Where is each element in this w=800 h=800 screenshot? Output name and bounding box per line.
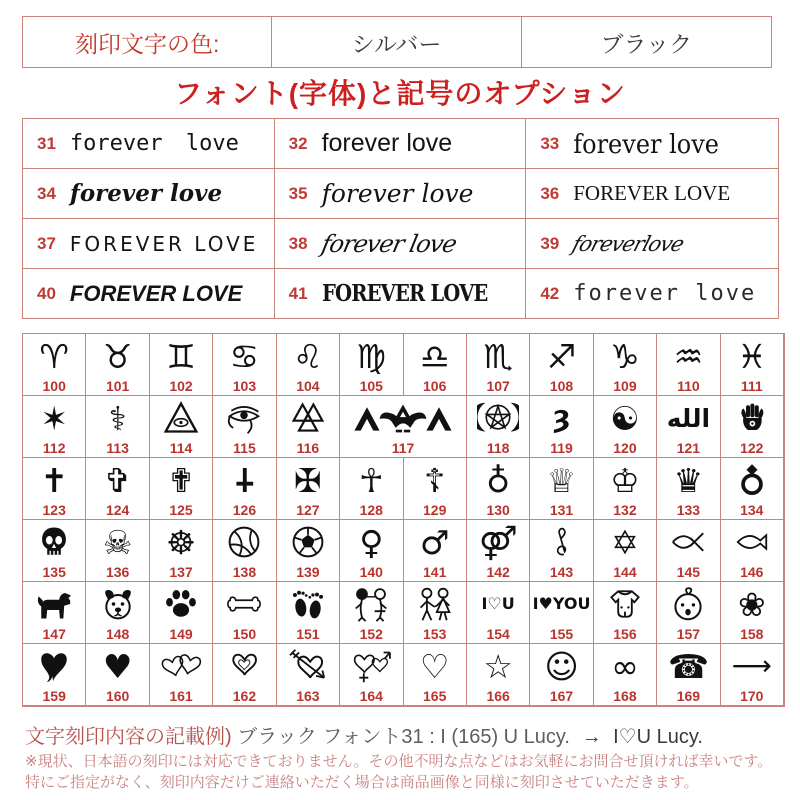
symbol-ship-wheel	[150, 520, 213, 582]
symbol-number: 131	[549, 502, 574, 518]
dog-silhouette-icon	[34, 582, 74, 626]
symbol-outlined-cross	[150, 458, 213, 520]
allah-calligraphy-icon: الله	[666, 403, 711, 433]
font-sample-text: forever love	[573, 128, 720, 159]
outlined-cross-icon: ✟	[167, 460, 195, 500]
symbol-number: 162	[232, 688, 257, 704]
symbol-iron-cross	[277, 458, 340, 520]
engraving-example-line	[25, 720, 785, 749]
symbol-dog-silhouette	[23, 582, 86, 644]
symbol-number: 155	[549, 626, 574, 642]
symbol-treble-clef	[530, 520, 593, 582]
symbol-options-grid	[22, 333, 785, 707]
zodiac-aquarius-icon: ♒	[673, 336, 704, 376]
symbol-phone-call	[657, 644, 720, 706]
eye-of-providence-icon	[163, 396, 199, 440]
symbol-number: 147	[42, 626, 66, 642]
symbol-tiara-crown	[657, 458, 720, 520]
symbol-number: 108	[549, 378, 574, 394]
symbol-number: 150	[232, 626, 257, 642]
font-sample-text: FOREVER LOVE	[321, 280, 488, 307]
female-symbol-icon: ♀	[359, 522, 384, 562]
dog-bone-icon	[223, 582, 265, 626]
font-number: 31	[37, 133, 56, 153]
skull-crossbones-icon: ☠	[102, 522, 133, 562]
tribal-heart-icon	[37, 644, 71, 688]
symbol-ankh	[340, 458, 403, 520]
symbol-number: 161	[169, 688, 193, 704]
symbol-number: 129	[423, 502, 447, 518]
heart-with-arrow-icon	[288, 644, 328, 688]
symbol-number: 144	[613, 564, 637, 580]
font-sample-text: forever love	[321, 129, 453, 157]
font-option-37	[23, 219, 275, 269]
symbol-number: 126	[232, 502, 257, 518]
symbol-number: 117	[391, 440, 415, 456]
iron-cross-icon: ✠	[294, 460, 322, 500]
symbol-i-heart-u-text	[467, 582, 530, 644]
symbol-baby-onesie	[594, 582, 657, 644]
symbol-number: 120	[613, 440, 637, 456]
basketball-icon	[226, 520, 262, 564]
symbol-number: 133	[676, 502, 701, 518]
kissing-kids-icon	[351, 582, 391, 626]
symbol-number: 100	[42, 378, 66, 394]
symbol-number: 158	[740, 626, 764, 642]
star-of-david-icon: ✡	[611, 522, 639, 562]
symbol-number: 121	[676, 440, 701, 456]
symbol-infinity	[594, 644, 657, 706]
font-option-40	[23, 269, 275, 318]
font-option-38	[275, 219, 527, 269]
symbol-skull	[23, 520, 86, 582]
symbol-crown-cross	[594, 458, 657, 520]
footnotes	[25, 751, 790, 793]
star-of-life-icon: ✶	[40, 398, 69, 438]
shadowed-cross-icon: ✞	[103, 460, 132, 500]
symbol-eye-of-providence	[150, 396, 213, 458]
example-arrow-icon: →	[581, 726, 602, 748]
zodiac-taurus-icon: ♉	[102, 336, 133, 376]
symbol-zodiac-aries	[23, 334, 86, 396]
font-option-35	[275, 169, 527, 219]
symbol-number: 159	[42, 688, 66, 704]
font-option-31	[23, 119, 275, 169]
symbol-number: 142	[486, 564, 510, 580]
font-number: 40	[37, 283, 56, 303]
latin-cross-icon: ✝	[40, 460, 69, 500]
font-number: 32	[288, 133, 308, 153]
symbol-zodiac-sagittarius	[530, 334, 593, 396]
crown-outline-icon: ♕	[546, 460, 577, 500]
symbol-male-symbol	[404, 520, 467, 582]
symbol-heart-with-arrow	[277, 644, 340, 706]
symbol-baby-footprints	[277, 582, 340, 644]
crescents-pentagram-icon	[477, 396, 519, 440]
footnote-line: 特にご指定がなく、刻印内容だけご連絡いただく場合は商品画像と同様に刻印させていただきます。	[25, 774, 699, 791]
diamond-ring-icon	[735, 458, 769, 502]
male-female-interlocked-icon: ⚤	[478, 522, 518, 562]
valknut-icon	[290, 396, 326, 440]
zodiac-virgo-icon: ♍	[356, 336, 387, 376]
font-sample-text: forever love	[69, 131, 239, 156]
fish-outline-icon	[732, 520, 772, 564]
symbol-kissing-kids	[340, 582, 403, 644]
font-number: 41	[288, 283, 308, 303]
font-option-41	[275, 269, 527, 318]
symbol-zodiac-scorpio	[467, 334, 530, 396]
symbol-diamond-ring	[721, 458, 784, 520]
symbol-number: 156	[613, 626, 637, 642]
symbol-fish-outline	[721, 520, 784, 582]
symbol-zodiac-aquarius	[657, 334, 720, 396]
double-heart-icon	[225, 644, 263, 688]
symbol-skull-crossbones	[86, 520, 149, 582]
symbol-number: 163	[296, 688, 320, 704]
hamsa-hand-icon	[736, 396, 768, 440]
symbol-number: 134	[740, 502, 764, 518]
symbol-baby-face	[657, 582, 720, 644]
example-result: I♡U Lucy.	[613, 726, 703, 748]
ankh-icon: ☥	[358, 460, 384, 500]
caduceus-icon: ⚕	[108, 398, 127, 438]
linked-hearts-icon	[159, 644, 203, 688]
symbol-number: 141	[423, 564, 447, 580]
symbol-double-heart	[213, 644, 276, 706]
symbol-zodiac-capricorn	[594, 334, 657, 396]
symbol-number: 104	[296, 378, 320, 394]
symbol-number: 110	[677, 378, 700, 394]
symbol-number: 170	[740, 688, 764, 704]
zodiac-scorpio-icon: ♏	[483, 336, 513, 376]
treble-clef-icon	[549, 520, 575, 564]
zodiac-capricorn-icon: ♑	[610, 336, 640, 376]
symbol-zodiac-leo	[277, 334, 340, 396]
symbol-number: 107	[486, 378, 510, 394]
zodiac-gemini-icon: ♊	[166, 336, 196, 376]
font-sample-text: FOREVER LOVE	[69, 231, 259, 256]
symbol-female-symbol	[340, 520, 403, 582]
star-outline-icon: ☆	[483, 646, 513, 686]
symbol-om-symbol	[530, 396, 593, 458]
right-arrow-icon: ⟶	[731, 649, 772, 682]
symbol-number: 166	[486, 688, 510, 704]
symbol-number: 119	[550, 440, 573, 456]
symbol-number: 145	[676, 564, 701, 580]
male-symbol-icon: ♂	[419, 522, 450, 562]
symbol-gender-hearts	[340, 644, 403, 706]
dog-face-icon	[100, 582, 136, 626]
symbol-number: 146	[740, 564, 764, 580]
font-option-32	[275, 119, 527, 169]
symbol-number: 128	[359, 502, 383, 518]
symbol-number: 111	[740, 378, 763, 394]
font-options-table	[22, 118, 779, 319]
symbol-crescents-pentagram	[467, 396, 530, 458]
font-number: 42	[540, 283, 560, 303]
paw-print-icon	[164, 582, 198, 626]
skull-icon	[37, 520, 71, 564]
symbol-number: 103	[232, 378, 257, 394]
symbol-number: 164	[359, 688, 383, 704]
symbol-star-outline	[467, 644, 530, 706]
yin-yang-icon: ☯	[610, 398, 640, 438]
symbol-number: 137	[169, 564, 193, 580]
symbol-number: 123	[42, 502, 66, 518]
symbol-flower	[721, 582, 784, 644]
symbol-valknut	[277, 396, 340, 458]
symbol-right-arrow	[721, 644, 784, 706]
baby-footprints-icon	[290, 582, 326, 626]
symbol-tribal-heart	[23, 644, 86, 706]
font-number: 36	[540, 183, 560, 203]
crown-cross-icon: ♔	[610, 460, 640, 500]
ship-wheel-icon: ☸	[166, 522, 196, 562]
symbol-number: 109	[613, 378, 637, 394]
footnote-line: ※現状、日本語の刻印には対応できておりません。その他不明な点などはお気軽にお問合せ頂ければ幸いです。	[25, 753, 773, 770]
font-number: 39	[540, 233, 560, 253]
font-sample-text: FOREVER LOVE	[69, 280, 243, 306]
symbol-crown-outline	[530, 458, 593, 520]
symbol-number: 112	[42, 440, 66, 456]
infinity-icon: ∞	[611, 646, 639, 686]
symbol-number: 116	[296, 440, 320, 456]
tiara-crown-icon: ♛	[673, 460, 704, 500]
symbol-number: 168	[613, 688, 637, 704]
symbol-ichthys-cross-fish	[657, 520, 720, 582]
symbol-number: 113	[106, 440, 129, 456]
symbol-number: 149	[169, 626, 193, 642]
symbol-number: 140	[359, 564, 383, 580]
engraving-color-table	[22, 16, 772, 68]
symbol-linked-hearts	[150, 644, 213, 706]
boy-girl-couple-icon	[415, 582, 455, 626]
symbol-solid-heart	[86, 644, 149, 706]
symbol-number: 135	[42, 564, 66, 580]
font-option-33	[526, 119, 778, 169]
symbol-number: 167	[549, 688, 574, 704]
heart-outline-icon: ♡	[419, 646, 450, 686]
baby-face-icon	[670, 582, 706, 626]
example-label: 文字刻印内容の記載例)	[25, 726, 232, 748]
zodiac-aries-icon: ♈	[39, 336, 69, 376]
symbol-number: 152	[359, 626, 383, 642]
ichthys-cross-fish-icon	[668, 520, 708, 564]
symbol-shadowed-cross	[86, 458, 149, 520]
symbol-number: 153	[423, 626, 447, 642]
symbol-number: 151	[296, 626, 320, 642]
symbol-zodiac-pisces	[721, 334, 784, 396]
symbol-number: 143	[549, 564, 574, 580]
symbol-eye-of-horus	[213, 396, 276, 458]
baby-onesie-icon	[608, 582, 642, 626]
symbol-orb-cross	[467, 458, 530, 520]
font-number: 37	[37, 233, 56, 253]
symbol-orthodox-cross	[404, 458, 467, 520]
symbol-zodiac-taurus	[86, 334, 149, 396]
zodiac-libra-icon: ♎	[419, 336, 450, 376]
symbol-allah-calligraphy	[657, 396, 720, 458]
font-sample-text: forever love	[318, 229, 459, 258]
font-number: 33	[540, 133, 560, 153]
symbol-number: 122	[740, 440, 764, 456]
symbol-boy-girl-couple	[404, 582, 467, 644]
symbol-heart-outline	[404, 644, 467, 706]
symbol-number: 130	[486, 502, 510, 518]
symbol-number: 105	[359, 378, 383, 394]
symbol-number: 169	[676, 688, 701, 704]
font-sample-text: FOREVER LOVE	[573, 181, 731, 205]
font-sample-text: foreverlove	[569, 231, 687, 256]
symbol-star-of-david	[594, 520, 657, 582]
symbol-number: 125	[169, 502, 193, 518]
engraving-color-label: 刻印文字の色:	[23, 17, 272, 67]
font-number: 34	[37, 183, 56, 203]
symbol-zodiac-gemini	[150, 334, 213, 396]
font-sample-text: forever love	[573, 281, 757, 306]
zodiac-pisces-icon: ♓	[736, 336, 767, 376]
page-title: フォント(字体)と記号のオプション	[174, 78, 626, 109]
inverted-cross-icon: ✝	[230, 460, 259, 500]
font-number: 35	[288, 183, 308, 203]
font-sample-text: forever love	[69, 180, 223, 207]
symbol-zelda-triforce-set	[340, 396, 467, 458]
symbol-zodiac-libra	[404, 334, 467, 396]
zodiac-leo-icon: ♌	[293, 336, 323, 376]
i-heart-u-text-icon: I♡U	[481, 594, 515, 613]
symbol-number: 157	[676, 626, 701, 642]
symbol-inverted-cross	[213, 458, 276, 520]
symbol-dog-bone	[213, 582, 276, 644]
font-option-39	[526, 219, 778, 269]
symbol-number: 160	[105, 688, 130, 704]
symbol-number: 106	[423, 378, 447, 394]
smiley-face-icon: ☺	[544, 646, 579, 686]
orthodox-cross-icon: ☦	[423, 460, 446, 500]
zodiac-sagittarius-icon: ♐	[546, 336, 577, 376]
symbol-number: 102	[169, 378, 193, 394]
symbol-soccer-ball	[277, 520, 340, 582]
zodiac-cancer-icon: ♋	[229, 336, 260, 376]
symbol-dog-face	[86, 582, 149, 644]
symbol-number: 165	[423, 688, 447, 704]
symbol-caduceus	[86, 396, 149, 458]
font-sample-text: forever love	[321, 179, 474, 208]
om-symbol-icon: ȝ	[552, 400, 571, 435]
zelda-triforce-set-icon	[351, 396, 455, 440]
font-number: 38	[288, 233, 308, 253]
symbol-zodiac-virgo	[340, 334, 403, 396]
color-option-black: ブラック	[600, 30, 693, 57]
eye-of-horus-icon	[225, 396, 263, 440]
symbol-hamsa-hand	[721, 396, 784, 458]
symbol-number: 115	[233, 440, 256, 456]
symbol-number: 132	[613, 502, 637, 518]
i-love-you-text-icon: I♥YOU	[532, 594, 591, 613]
orb-cross-icon: ♁	[486, 460, 511, 500]
symbol-yin-yang	[594, 396, 657, 458]
phone-call-icon: ☎	[667, 646, 709, 686]
font-option-36	[526, 169, 778, 219]
symbol-number: 114	[169, 440, 193, 456]
symbol-number: 101	[105, 378, 130, 394]
example-body: ブラック フォント31 : I (165) U Lucy.	[237, 726, 570, 748]
solid-heart-icon: ♥	[102, 646, 133, 686]
color-option-silver: シルバー	[272, 17, 521, 67]
symbol-zodiac-cancer	[213, 334, 276, 396]
symbol-number: 136	[105, 564, 130, 580]
symbol-number: 124	[105, 502, 130, 518]
symbol-basketball	[213, 520, 276, 582]
gender-hearts-icon	[351, 644, 391, 688]
symbol-smiley-face	[530, 644, 593, 706]
symbol-paw-print	[150, 582, 213, 644]
symbol-number: 138	[232, 564, 257, 580]
symbol-i-love-you-text	[530, 582, 593, 644]
symbol-latin-cross	[23, 458, 86, 520]
soccer-ball-icon	[290, 520, 326, 564]
symbol-number: 148	[105, 626, 130, 642]
font-option-34	[23, 169, 275, 219]
symbol-number: 118	[486, 440, 510, 456]
symbol-male-female-interlocked	[467, 520, 530, 582]
symbol-number: 127	[296, 502, 320, 518]
font-option-42	[526, 269, 778, 318]
symbol-number: 139	[296, 564, 320, 580]
flower-icon: ❀	[737, 584, 766, 624]
symbol-number: 154	[486, 626, 510, 642]
symbol-star-of-life	[23, 396, 86, 458]
